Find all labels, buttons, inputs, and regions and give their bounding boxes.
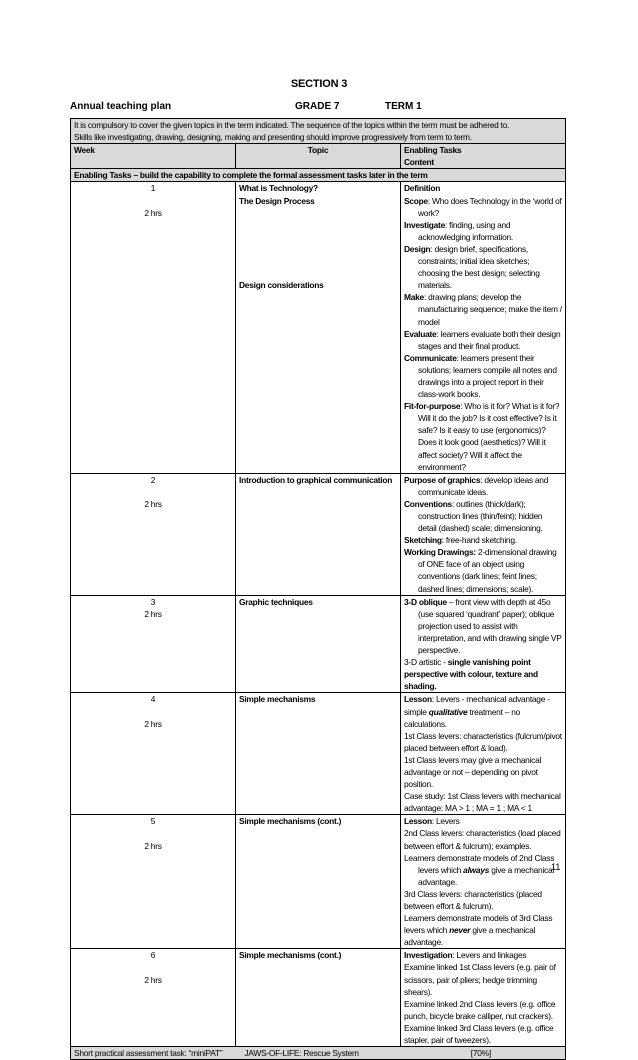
- content-text: : learners evaluate both their design stages and their final product.: [418, 328, 561, 351]
- topic-name: Simple mechanisms (cont.): [239, 950, 342, 961]
- content-text: Learners demonstrate models of 2nd Class levers which: [404, 852, 555, 875]
- week-number: 6: [150, 950, 156, 961]
- week-hours: 2 hrs: [144, 840, 162, 851]
- enabling-note: Enabling Tasks – build the capability to complete the formal assessment tasks later in the term: [71, 169, 566, 182]
- content-text: – front view with depth at 45o (use squared ‘quadrant’ paper); oblique projection used to assist with interpretation, and with drawing single VP perspective.: [418, 596, 562, 656]
- col-week: Week: [71, 144, 236, 169]
- week-row-2: [71, 473, 566, 595]
- content-text: : Who does Technology in the ‘world of work?: [418, 195, 562, 218]
- content-line: Examine linked 3rd Class levers (e.g. office stapler, pair of tweezers).: [404, 1022, 554, 1046]
- content-line: 3rd Class levers: characteristics (placed between effort & fulcrum).: [404, 888, 542, 911]
- content-term: Lesson: [404, 816, 432, 827]
- content-line: [404, 219, 562, 243]
- content-line: [404, 693, 562, 729]
- week-number: 1: [150, 183, 156, 194]
- content-line: [404, 815, 562, 827]
- content-term: Make: [404, 292, 424, 303]
- grade-label: GRADE 7: [295, 101, 340, 112]
- content-line: [404, 328, 562, 352]
- term-label: TERM 1: [385, 101, 422, 112]
- content-line: [404, 534, 562, 546]
- column-header-row: [71, 144, 566, 169]
- content-line: [404, 195, 562, 219]
- content-emphasis: never: [449, 925, 471, 936]
- content-text: : drawing plans; develop the manufacturing sequence; make the item / model: [418, 292, 562, 327]
- week-hours: 2 hrs: [144, 608, 162, 619]
- content-line: Examine linked 2nd Class levers (e.g. office punch, bicycle brake calliper, nut crackers).: [404, 998, 556, 1021]
- content-term: Definition: [404, 183, 441, 194]
- content-line: [404, 656, 562, 692]
- content-line: [404, 291, 562, 327]
- content-text: : Levers - mechanical advantage - simple: [404, 694, 550, 717]
- content-text: : Levers: [431, 816, 460, 827]
- week-hours: 2 hrs: [144, 207, 162, 218]
- content-line: [404, 498, 562, 534]
- intro-line-1: It is compulsory to cover the given topics in the term indicated. The sequence of the topics within the term must be adhered to.: [74, 120, 510, 130]
- content-line: Case study: 1st Class levers with mechanical advantage: MA > 1 ; MA = 1 ; MA < 1: [404, 791, 561, 814]
- topic-name: What is Technology?: [239, 183, 318, 194]
- content-text: : Levers and linkages: [452, 950, 527, 961]
- col-content-label: Content: [404, 157, 434, 168]
- content-line: [404, 912, 562, 948]
- content-term: Working Drawings:: [404, 547, 476, 558]
- content-line: [404, 546, 562, 594]
- week-hours: 2 hrs: [144, 974, 162, 985]
- content-term: Evaluate: [404, 328, 437, 339]
- topic-name: Graphic techniques: [239, 596, 313, 607]
- week-hours: 2 hrs: [144, 498, 162, 509]
- content-text: give a mechanical advantage.: [404, 925, 536, 948]
- content-text: : design brief, specifications, constraints; initial idea sketches; choosing the best design; selecting materials.: [418, 243, 540, 291]
- content-term: Design: [404, 243, 431, 254]
- assessment-weight: [70%]: [470, 1048, 491, 1059]
- content-line: [404, 596, 562, 656]
- topic-name: The Design Process: [239, 195, 315, 206]
- content-line: [404, 243, 562, 291]
- week-number: 5: [150, 816, 156, 827]
- week-number: 3: [150, 596, 156, 607]
- col-enabling-label: Enabling Tasks: [404, 145, 462, 156]
- content-line: [404, 949, 562, 961]
- week-row-3: [71, 595, 566, 693]
- content-text: 3-D artistic -: [404, 657, 448, 668]
- content-emphasis: qualitative: [428, 706, 468, 717]
- content-line: [404, 474, 562, 498]
- week-row-5: [71, 815, 566, 949]
- assessment-name: JAWS-OF-LIFE: Rescue System: [244, 1048, 359, 1059]
- topic-name: Design considerations: [239, 279, 324, 290]
- intro-line-2: Skills like investigating, drawing, designing, making and presenting should improve progressively from term to term.: [74, 132, 472, 143]
- content-term: Sketching: [404, 535, 442, 546]
- content-text: Learners demonstrate models of 3rd Class levers which: [404, 913, 553, 936]
- col-enabling: [401, 144, 566, 169]
- week-row-4: [71, 693, 566, 815]
- content-term: single vanishing point perspective with colour, texture and shading.: [404, 657, 538, 692]
- content-term: Lesson: [404, 694, 432, 705]
- topic-name: Simple mechanisms: [239, 694, 316, 705]
- content-term: Purpose of graphics: [404, 474, 481, 485]
- content-term: Scope: [404, 195, 428, 206]
- topic-name: Introduction to graphical communication: [239, 474, 393, 485]
- content-line: [404, 352, 562, 400]
- content-term: Investigate: [404, 219, 446, 230]
- content-text: 2-dimensional drawing of ONE face of an object using conventions (dark lines; feint lines; dashed lines; dimensions; scale).: [418, 547, 557, 594]
- content-text: : Who is it for? What is it for? Will it do the job? Is it cost effective? Is it safe? Is it easy to use (ergonomics)? Does it look good (aesthetics)? Will it affect society? Will it affect the environment?: [418, 401, 560, 472]
- topic-name: Simple mechanisms (cont.): [239, 816, 342, 827]
- content-emphasis: always: [463, 864, 490, 875]
- assessment-row: [71, 1047, 566, 1060]
- content-text: give a mechanical advantage.: [418, 864, 555, 887]
- content-line: [404, 852, 562, 888]
- content-line: 2nd Class levers: characteristics (load placed between effort & fulcrum); examples.: [404, 828, 561, 851]
- week-row-6: [71, 949, 566, 1047]
- content-line: 1st Class levers: characteristics (fulcrum/pivot placed between effort & load).: [404, 730, 562, 753]
- col-topic: Topic: [236, 144, 401, 169]
- section-title: SECTION 3: [290, 78, 348, 90]
- content-text: treatment – no calculations.: [404, 706, 521, 729]
- content-line: [404, 182, 562, 194]
- teaching-plan-table: [70, 118, 566, 1060]
- content-line: Examine linked 1st Class levers (e.g. pair of scissors, pair of pliers; hedge trimming shears).: [404, 962, 556, 997]
- content-term: Fit-for-purpose: [404, 401, 461, 412]
- content-term: Conventions: [404, 498, 452, 509]
- content-text: : learners present their solutions; learners compile all notes and drawings into a project report in their class-work books.: [418, 352, 557, 400]
- content-line: [404, 400, 562, 473]
- assessment-task: Short practical assessment task: “miniPAT”: [74, 1048, 223, 1059]
- content-line: 1st Class levers may give a mechanical advantage or not – depending on pivot position.: [404, 754, 542, 790]
- enabling-note-row: [71, 169, 566, 182]
- content-text: : free-hand sketching.: [441, 535, 517, 546]
- plan-title: Annual teaching plan: [70, 101, 172, 112]
- week-row-1: [71, 182, 566, 473]
- content-term: Investigation: [404, 950, 453, 961]
- intro-row: [71, 119, 566, 144]
- content-text: : outlines (thick/dark); construction lines (thin/feint); hidden detail (dashed) scale; dimensioning.: [418, 498, 543, 534]
- content-term: Communicate: [404, 352, 457, 363]
- page-number: 11: [551, 862, 561, 872]
- week-hours: 2 hrs: [144, 718, 162, 729]
- week-number: 4: [150, 694, 156, 705]
- content-term: 3-D oblique: [404, 596, 447, 607]
- content-text: : finding, using and acknowledging information.: [418, 219, 513, 242]
- content-text: : develop ideas and communicate ideas.: [418, 474, 549, 497]
- week-number: 2: [150, 474, 156, 485]
